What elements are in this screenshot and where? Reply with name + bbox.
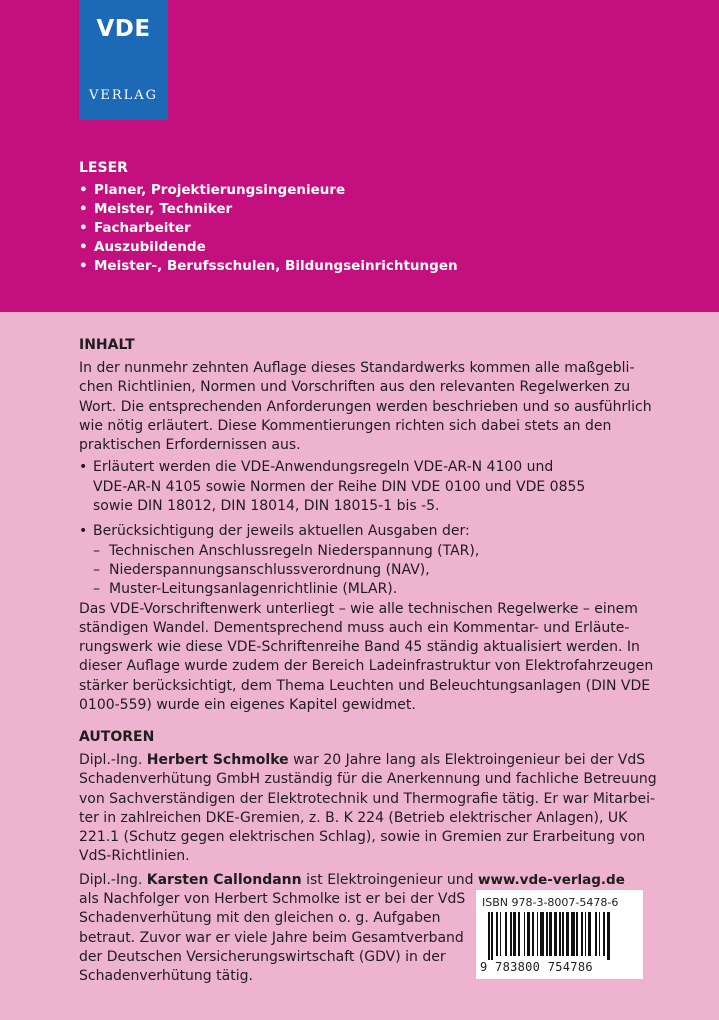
barcode-bar (549, 912, 552, 956)
author-1-prefix: Dipl.-Ing. (79, 752, 147, 768)
barcode-bar (603, 912, 605, 956)
barcode-bar (559, 912, 561, 956)
text-line: ständigen Wandel. Dementsprechend muss auch ein Kommentar- und Erläute- (79, 619, 630, 636)
text-line: Wort. Die entsprechenden Anforderungen werden beschrieben und so ausführlich (79, 398, 652, 415)
list-item: • Auszubildende (79, 238, 458, 257)
barcode-bar (599, 912, 600, 956)
list-item: • Meister-, Berufsschulen, Bildungseinrichtungen (79, 257, 458, 276)
text-line: praktischen Erfordernissen aus. (79, 437, 301, 454)
barcode-bar (510, 912, 512, 956)
author-2-first-line: ist Elektroingenieur und (301, 871, 474, 888)
leser-list (79, 181, 458, 276)
barcode-bar (527, 912, 530, 956)
logo-mark: VDE (96, 16, 151, 42)
inhalt-bullet-1 (79, 458, 659, 516)
text-line: Das VDE-Vorschriftenwerk unterliegt – wie alle technischen Regelwerke – einem (79, 600, 638, 617)
author-1-first-line: war 20 Jahre lang als Elektroingenieur bei der VdS (288, 752, 646, 768)
list-item: • Facharbeiter (79, 219, 458, 238)
text-line: chen Richtlinien, Normen und Vorschriften aus den relevanten Regelwerken zu (79, 379, 631, 396)
publisher-url: www.vde-verlag.de (478, 872, 625, 888)
leser-section (79, 160, 458, 276)
text-line: dieser Auflage wurde zudem der Bereich Ladeinfrastruktur von Elektrofahrzeugen (79, 658, 654, 675)
barcode-bar (496, 912, 498, 956)
isbn-label: ISBN 978-3-8007-5478-6 (482, 896, 619, 909)
barcode-block (476, 890, 643, 979)
text-line: 0100-559) wurde ein eigenes Kapitel gewidmet. (79, 697, 416, 714)
text-line: betraut. Zuvor war er viele Jahre beim Gesamtverband (79, 929, 464, 946)
barcode-bar (554, 912, 557, 956)
barcode-bar (576, 912, 578, 956)
barcode-bar (540, 912, 544, 956)
leser-heading: LESER (79, 160, 128, 176)
text-line: der Deutschen Versicherungswirtschaft (GDV) in der (79, 948, 446, 965)
barcode-digits: 9 783800 754786 (480, 960, 593, 974)
vde-verlag-logo (79, 0, 168, 120)
barcode-bar (513, 912, 516, 956)
text-line: Schadenverhütung GmbH zuständig für die Anerkennung und fachliche Betreuung (79, 771, 657, 788)
barcode-bar (595, 912, 597, 956)
list-item: • Planer, Projektierungsingenieure (79, 181, 458, 200)
barcode-bar (491, 912, 493, 960)
text-line: stärker berücksichtigt, dem Thema Leuchten und Beleuchtungsanlagen (DIN VDE (79, 677, 651, 694)
barcode-bar (488, 912, 490, 960)
text-line: Erläutert werden die VDE-Anwendungsregeln VDE-AR-N 4100 und (93, 459, 554, 476)
dash-item (93, 542, 659, 561)
text-line: Schadenverhütung tätig. (79, 968, 253, 985)
barcode-bar (581, 912, 583, 956)
author-2-name: Karsten Callondann (146, 871, 302, 888)
logo-subtitle: VERLAG (88, 88, 159, 103)
dash-item-text: Muster-Leitungsanlagenrichtlinie (MLAR). (109, 581, 398, 598)
barcode-bars (488, 912, 631, 960)
barcode-bar (588, 912, 591, 956)
text-line: VDE-AR-N 4105 sowie Normen der Reihe DIN VDE 0100 und VDE 0855 (93, 478, 586, 495)
inhalt-outro (79, 600, 659, 716)
dash-icon: – (93, 561, 100, 578)
author-1-bio (79, 751, 659, 867)
author-1-name: Herbert Schmolke (146, 752, 289, 768)
inhalt-bullet-2 (79, 522, 659, 599)
text-line: In der nunmehr zehnten Auflage dieses Standardwerks kommen alle maßgebli- (79, 360, 635, 376)
dash-item (93, 561, 659, 580)
inhalt-section (79, 336, 659, 715)
barcode-bar (518, 912, 520, 956)
dash-item (93, 580, 659, 599)
text-line: ter in zahlreichen DKE-Gremien, z. B. K 224 (Betrieb elektrischer Anlagen), UK (79, 809, 628, 826)
author-2-prefix: Dipl.-Ing. (79, 871, 147, 888)
barcode-bar (585, 912, 586, 956)
dash-item-text: Niederspannungsanschlussverordnung (NAV), (109, 561, 430, 578)
text-line: Berücksichtigung der jeweils aktuellen Ausgaben der: (93, 523, 470, 540)
barcode-bar (532, 912, 534, 956)
list-item: • Meister, Techniker (79, 200, 458, 219)
text-line: rungswerk wie diese VDE-Schriftenreihe Band 45 ständig aktualisiert werden. In (79, 639, 640, 656)
dash-icon: – (93, 542, 100, 559)
dash-item-text: Technischen Anschlussregeln Niederspannung (TAR), (109, 542, 480, 559)
text-line: 221.1 (Schutz gegen elektrischen Schlag), sowie in Gremien zur Erarbeitung von (79, 829, 646, 846)
dash-icon: – (93, 581, 100, 598)
barcode-bar (607, 912, 610, 960)
barcode-bar (537, 912, 538, 956)
bullet-icon: • (79, 459, 88, 476)
barcode-bar (571, 912, 575, 956)
text-line (79, 751, 659, 770)
barcode-bar (500, 912, 501, 956)
text-line: von Sachverständigen der Elektrotechnik und Thermografie tätig. Er war Mitarbei- (79, 790, 656, 807)
barcode-bar (505, 912, 507, 956)
text-line: VdS-Richtlinien. (79, 848, 190, 865)
barcode-bar (524, 912, 525, 956)
inhalt-heading: INHALT (79, 337, 135, 353)
barcode-bar (562, 912, 564, 956)
bullet-icon: • (79, 523, 88, 540)
inhalt-intro (79, 359, 659, 455)
text-line: Schadenverhütung mit den gleichen o. g. Aufgaben (79, 910, 441, 927)
text-line: wie nötig erläutert. Diese Kommentierungen richten sich dabei stets an den (79, 417, 612, 434)
text-line: sowie DIN 18012, DIN 18014, DIN 18015-1 bis -5. (93, 498, 440, 515)
barcode-bar (546, 912, 548, 956)
barcode-bar (566, 912, 569, 956)
autoren-heading: AUTOREN (79, 729, 155, 745)
text-line: als Nachfolger von Herbert Schmolke ist er bei der VdS (79, 891, 466, 908)
